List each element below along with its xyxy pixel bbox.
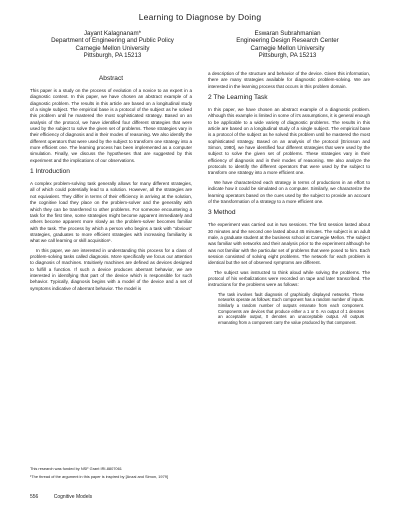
left-column	[30, 71, 192, 295]
abstract-text: This paper is a study on the process of evolution of a novice to an expert in a diagnostic context. In this paper, we have chosen an abstract example of a diagnostic problem. The results in this article are based on a longitudinal study of a single subject. The empirical base is a protocol of the subject as he solved this problem until he mastered the most sophisticated strategy. Based on an analysis of the protocol, we have identified four different strategies that were used by the subject to solve the given set of problems. These strategies vary in their efficiency of diagnosis and in their modes of reasoning. We also identify the different operators that were used by the subject to transform one strategy into a more efficient one. The learning process has been implemented as a computer simulation. Finally, we discuss the hypotheses that are suggested by this experiment and the implications of our observations.	[30, 88, 192, 163]
instructions-quote: The task involves fault diagnosis of graphically displayed networks. These networks operate as follows: Each component has a random number of inputs. Similarly a random number of outputs emanate from each component. Components are devices that produce either a 1 or 0. An output of 1 denotes an acceptable output, 0 denotes an unacceptable output. All outputs emanating from a component carry the value produced by that component.	[218, 291, 364, 326]
author-institution: Carnegie Mellon University	[75, 44, 150, 52]
intro-paragraph-1: A complex problem-solving task generally allows for many different strategies, all of which could potentially lead to a solution. However, all the strategies are not equivalent. They differ in terms of their efficiency in arriving at the solution, the cognitive load they place on the problem-solver and the generality with which they can be transferred to other problems. For someone encountering a task for the first time, some strategies might become apparent immediately and others become apparent more slowly as the problem-solver becomes familiar with the task. The process by which a person who begins a task with "obvious" strategies, graduates to more efficient strategies with increasing familiarity is what we call learning or skill acquisition¹.	[30, 181, 192, 244]
method-paragraph-2: The subject was instructed to think aloud while solving the problems. The protocol of his verbalizations were recorded on tape and later transcribed. The instructions for the problems were as follows:	[208, 269, 370, 288]
footnotes	[30, 466, 190, 483]
abstract-heading: Abstract	[98, 75, 124, 82]
section-heading-introduction: 1 Introduction	[30, 168, 70, 176]
author-block-2	[205, 30, 370, 59]
author-affiliation: Department of Engineering and Public Policy	[51, 37, 174, 45]
intro-paragraph-2: In this paper, we are interested in understanding this process for a class of problem-solving tasks called diagnosis. More specifically we focus our attention to diagnosis of machines. Intuitively machines are defined as devices designed to fulfill a function. If such a device produces aberrant behavior, we are interested in identifying that part of the device which is responsible for such behavior. Typically, diagnosis begins with a model of the device and a set of symptoms indicative of aberrant behavior. The model is	[30, 247, 192, 291]
method-paragraph-1: The experiment was carried out in two sessions. The first session lasted about 30 minutes and the second one lasted about 45 minutes. The subject is an adult male, a graduate student at the business school at Carnegie Mellon. The subject was familiar with networks and their analysis prior to the experiment although he was not familiar with the particular set of problems that were posed to him. Each session consisted of solving eight problems. The network for each problem is identical but the set of observed symptoms are different.	[208, 222, 370, 266]
funding-note: This research was funded by NSF Grant IRI-8807061	[30, 466, 122, 471]
learning-task-paragraph-2: We have characterized each strategy in terms of productions in an effort to indicate how it could be simulated on a computer. Similarly, we characterize the learning operators based on the cues used by the subject to provide an account of the transformation of a strategy to a more efficient one.	[208, 179, 370, 204]
page-number: 556	[30, 494, 39, 500]
author-institution: Carnegie Mellon University	[250, 44, 325, 52]
section-name: Cognitive Models	[53, 494, 93, 500]
paper-title: Learning to Diagnose by Doing	[138, 12, 262, 22]
footnote-1: ¹The thread of the argument in this paper is inspired by [Anzai and Simon, 1979]	[30, 474, 168, 480]
author-name: Jayant Kalagnanam*	[83, 30, 142, 37]
author-name: Eswaran Subrahmanian	[254, 30, 321, 37]
learning-task-paragraph-1: In this paper, we have chosen an abstract example of a diagnostic problem. Although this example is limited in some of it's assumptions, it is general enough to be applicable to a wide variety of diagnostic problems. The results in this article are based on a longitudinal study of a single subject. The empirical base is a protocol of the subject as he solved this problem until he mastered the most sophisticated strategy. Based on an analysis of the protocol [Ericsson and Simon, 1980], we have identified four different strategies that were used by the subject to solve the given set of problems. These strategies vary in their efficiency of diagnosis and in their modes of reasoning. We also analyze the protocols to identify the different operators that were used by the subject to transform one strategy into a more efficient one.	[208, 107, 370, 176]
section-heading-learning-task: 2 The Learning Task	[208, 94, 268, 102]
author-location: Pittsburgh, PA 15213	[83, 51, 142, 59]
page-footer	[30, 494, 106, 500]
author-block-1	[30, 30, 195, 59]
right-column	[208, 71, 370, 326]
author-affiliation: Engineering Design Research Center	[236, 37, 339, 45]
section-heading-method: 3 Method	[208, 209, 236, 217]
intro-paragraph-continued: a description of the structure and behavior of the device. Given this information, there are many strategies available for diagnostic problem-solving. We are interested in the learning process that occurs in this problem domain.	[208, 71, 370, 89]
author-location: Pittsburgh, PA 15213	[258, 51, 317, 59]
